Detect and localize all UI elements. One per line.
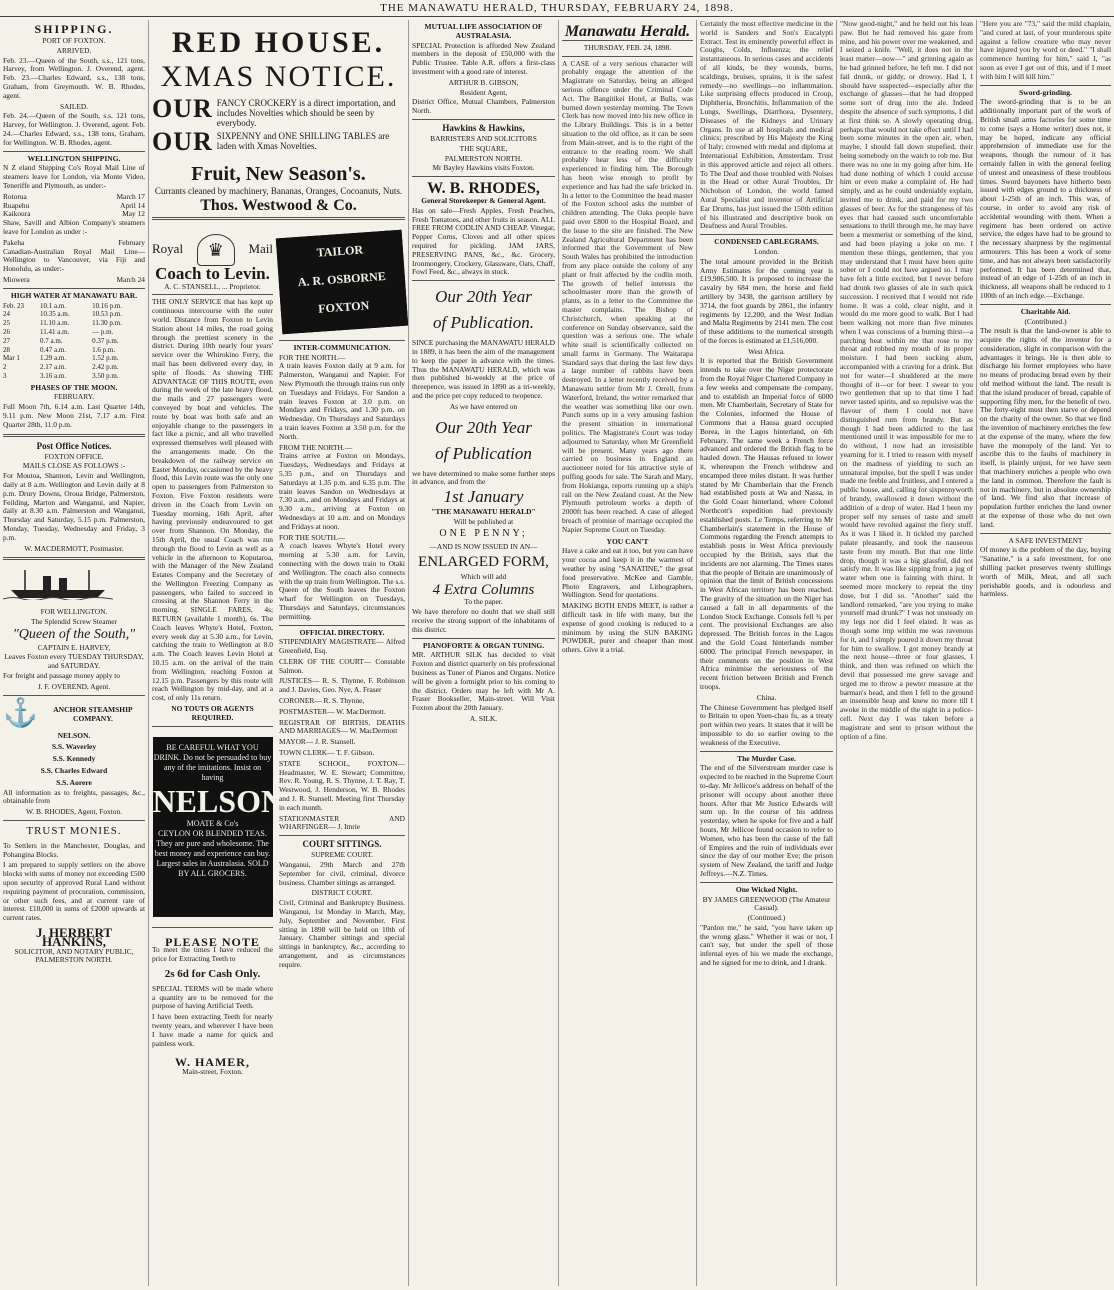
enlarged-form: ENLARGED FORM, (418, 554, 549, 571)
resident-agent: Resident Agent, (459, 87, 508, 97)
extracting-text: I have been extracting Teeth for nearly twenty years, and wherever I have been I have made a name for quick and painless work. (152, 1012, 273, 1048)
nelson-tea-ad: BE CAREFUL WHAT YOU DRINK. Do not be persuaded to buy any of the imitations. Insist on having NELSON MOATE & Co's CEYLON OR BLENDED TEAS. They are pure and wholesome. The best money and experience can buy. Largest sales in Australasia. SOLD BY ALL GROCERS. (153, 737, 273, 917)
hamer-address: Main-street, Foxton. (182, 1067, 243, 1077)
column-2 (148, 20, 408, 1286)
agent-rhodes: W. B. RHODES, Agent, Foxton. (25, 807, 123, 817)
postmaster: W. MACDERMOTT, Postmaster. (24, 543, 124, 553)
west-africa-heading: West Africa. (748, 346, 785, 356)
westwood-name: Thos. Westwood & Co. (200, 197, 357, 214)
to-paper: To the paper. (464, 597, 503, 607)
directory-entry: TOWN CLERK— T. F. Gibson. (279, 748, 375, 758)
london-heading: London. (754, 246, 779, 256)
no-touts: NO TOUTS OR AGENTS REQUIRED. (171, 704, 254, 722)
trust-monies-title: TRUST MONIES. (26, 824, 122, 837)
hankins-name: J. HERBERT HANKINS, (35, 924, 113, 949)
mutual-text: SPECIAL Protection is afforded New Zealand members in the deposit of £50,000 with the Public Trustee. Table A.R. offers a first-class investment with a good rate of interest. (412, 40, 555, 76)
silk-text: MR. ARTHUR SILK has decided to visit Foxton and district quarterly on his professional business as Tuner of Pianos and Organs. Notice will be given a fortnight prior to his coming to the district. Orders may be left with Mr A. Fraser Bookseller, Main-street. Will Visit Foxton about the 20th January. (412, 650, 555, 713)
moon-phases: Full Moon 7th, 6.14 a.m. Last Quarter 14th, 9.11 p.m. New Moon 21st, 7.17 a.m. First Quarter 28th, 11.0 p.m. (3, 402, 145, 429)
shaw-text: Shaw, Savill and Albion Company's steamers leave for London as under :- (3, 218, 145, 236)
issue-date: THURSDAY, FEB. 24, 1898. (583, 42, 672, 52)
hawkins-name: Hawkins & Hawkins, (442, 122, 525, 133)
cablegrams-title: CONDENSED CABLEGRAMS. (714, 237, 819, 247)
20th-year-heading: Our 20th Year (435, 287, 532, 307)
supreme-court: SUPREME COURT. (311, 850, 373, 860)
royal-crest-icon: ♛ (197, 234, 235, 266)
shipping-title: SHIPPING. (34, 22, 114, 36)
sailed-text: Feb. 24.—Queen of the South, s.s. 121 tons, Harvey, for Wellington. J. Overend, agent. Feb. 24.—Charles Edward, s.s., 138 tons, Graham, for Wellington. W. B. Rhodes, agent. (3, 111, 145, 147)
anchor-icon: ⚓ (3, 697, 38, 729)
herald-will: "THE MANAWATU HERALD" (431, 506, 536, 516)
coach-heading: Coach to Levin. (155, 263, 270, 283)
tailor-logo: TAILOR A. R. OSBORNE FOXTON (276, 230, 408, 335)
directory-entry: CLERK OF THE COURT— Constable Salmon. (279, 656, 405, 675)
storekeeper: General Storekeeper & General Agent. (421, 195, 546, 205)
west-africa-text: It is reported that the British Government intends to take over the Niger protectorate from the Royal Niger Chartered Company in a few weeks and compensate the company, and to establish an Imperial force of 6000 men. Mr Chamberlain, Secretary of State for the Colonies, informed the House of Commons that a Hausa guard occupied Borea, in the Lagos hinterland, on 6th February. The same week a French force advanced and ordered the British flag to be hauled down. The Hausas refused to lower it, whereupon the French withdrew and encamped three miles distant. It was further stated by Mr Chamberlain that the French had established posts at Wa and Nassa, in the Gold Coast hinterland, where Colonel Northcott's expedition had previously established posts. Le Temps, referring to Mr Chamberlain's statement in the House of Commons regarding the French attempts to establish posts in West Africa previously occupied by the British, says that the incidents are not alarming. The Times states that the people of Britain are unanimously of opinion that the limit of British concessions in West African territory has been reached. The gravity of the situation on the Niger has caused a fall in all departments of the London Stock Exchange. Consols fell ¾ per cent. The provisional Exchanges are also depressed. The British forces in the Lagos and the Gold Coast hinterlands number 6000. The principal French newspaper, in their comments on the position in West Africa minimise the seriousness of the recent friction between British and French troops. (700, 356, 833, 691)
north-text: A train leaves Foxton daily at 9 a.m. for Palmerston, Wanganui and Napier. For New Plymouth the through trains run only on Tuesdays and Fridays. For Sandon a train leaves Foxton at 3.0 p.m. on Mondays and Fridays, and 1.30 p.m. on Wednesday. On Thursdays and Saturdays a train leaves Foxton at 3.50 p.m. for the North. (279, 361, 405, 441)
sword-grinding-heading: Sword-grinding. (1019, 87, 1072, 97)
wellington-text: N Z eland Shipping Co's Royal Mail Line of steamers leave for London, via Monte Video, Teneriffe and Plymouth, as under:- (3, 163, 145, 190)
silk-signature: A. SILK. (469, 714, 498, 724)
for-south-label: FOR THE SOUTH.— (279, 532, 346, 542)
1st-january: 1st January (443, 487, 524, 507)
supreme-text: Wanganui, 29th March and 27th September for civil, criminal, divorce business. Chamber sittings as arranged. (279, 860, 405, 887)
column-3 (408, 20, 558, 1286)
ship-row: Rotorua March 17 (3, 191, 145, 201)
murder-text: The end of the Silverstream murder case is expected to be reached in the Supreme Court to-day. Mr Jellicoe's address on behalf of the prisoner will occupy about another three hours. After that Mr Justice Edwards will sum up. In the course of his address yesterday, when he spoke for five and a half hours, Mr Jellicoe found occasion to refer to Women, who has been the cause of the fall of Empires and the ruin of individuals ever since the day of our mother Eve; the prison system of New Zealand, the tariff and Judge Jeffreys.—N.Z. Times. (700, 763, 833, 878)
entered-text: As we have entered on (449, 401, 518, 411)
ship-row: Pakeha February (3, 237, 145, 247)
arrived-label: ARRIVED. (56, 45, 92, 55)
fruit-heading: Fruit, New Season's. (191, 163, 366, 185)
canadian-text: Canadian-Australian Royal Mail Line—Wellington to Vancouver, via Fiji and Honolulu, as under:- (3, 246, 145, 274)
of-publication-heading-2: of Publication (435, 443, 532, 463)
wicked-night-heading: One Wicked Night. (735, 884, 798, 894)
district-text: Civil, Criminal and Bankruptcy Business. Wanganui, 1st Monday in March, May, July, September and November. First sitting in 1898 will be held on 10th of January. Chamber sittings and special sittings in bankruptcy, &c., according to arrangement, and as circumstances require. (279, 898, 405, 969)
london-text: The total amount provided in the British Army Estimates for the coming year is £19,986,500. It is proposed to increase the cavalry by 684 men, the horse and field artillery by 3438, the garrison artillery by 3714, the foot guards by 2861, the infantry regiments by 12,200, and the West Indian and Malta Regiments by 2141 men. The cost of these additions to the numerical strength of the forces is estimated at £1,516,000. (700, 256, 833, 345)
column-1 (0, 20, 148, 1286)
you-cant-title: YOU CAN'T (606, 536, 649, 546)
china-heading: China. (756, 692, 777, 702)
proprietor: A. C. STANSELL, ... Proprietor. (164, 281, 261, 291)
for-wellington: FOR WELLINGTON. (40, 607, 108, 617)
our-tables-ad: OUR SIXPENNY and ONE SHILLING TABLES are laden with Xmas Novelties. (152, 127, 390, 156)
hamer-name: W. HAMER, (175, 1055, 250, 1070)
medicine-body: Certainly the most effective medicine in the world is Sanders and Son's Eucalypti Extract. Test its eminently powerful effect in Coughs, Colds, Influenza; the relief instantaneous. In serious cases and accidents of all kinds, be they wounds, burns, scaldings, bruises, sprains, it is the safest remedy—no swellings—no inflammation. Like surprising effects produced in Croup, Diphtheria, Bronchitis, Inflammation of the Lungs, Swellings, Diarrhoea, Dysentery, Diseases of the Kidneys and Urinary Organs. In use at all hospitals and medical clinics; prescribed by His Majesty the King of Italy; crowned with medal and diploma at International Exhibition, Amsterdam. Trust in this approved article and reject all others. To The Deaf and those troubled with Noises in the Head or other Aural Troubles, Dr Nicholson of London, the world famed Aural Specialist and inventor of Artificial Ear Drums, has just issued the 150th edition of his illustrated and descriptive book on Deafness and Aural Troubles. (700, 20, 833, 231)
hankins-sub: SOLICITOR, AND NOTARY PUBLIC, PALMERSTON NORTH. (14, 946, 134, 965)
issued-text: —AND IS NOW ISSUED IN AN— (429, 542, 538, 552)
splendid-steamer: The Splendid Screw Steamer (31, 617, 117, 627)
freight-text: For freight and passage money apply to (3, 671, 120, 681)
palmerston-north: PALMERSTON NORTH. (444, 153, 523, 163)
rhodes-text: Has on sale—Fresh Apples, Fresh Peaches, Fresh Tomatoes, and other fruits in season. ALL FREE FROM CODLIN AND CHEAP. Vinegar, Pepper Corns, Cloves and all other spices required for pickling. JAM JARS, PRESERVING PANS, &c., &c. Grocery, Ironmongery, Crockery, Glassware, Oats, Chaff, Fowl Feed, &c., always in stock. (412, 205, 555, 277)
from-north-text: Trains arrive at Foxton on Mondays, Tuesdays, Wednesdays and Fridays at 5.35 p.m., and on Thursdays and Saturdays at 1.35 p.m. and 6.35 p.m. The train leaves Sandon on Wednesdays at 7.30 a.m., and on Mondays and Fridays at 9.30 a.m., arriving at Foxton on Wednesdays at 10 a.m. and on Mondays and Fridays at noon. (279, 451, 405, 531)
captain: CAPTAIN E. HARVEY, (37, 642, 111, 652)
story-conclusion: "Here you are "73," said the mild chaplain, "and cured at last, of your murderous spite against a fellow creature who may never have injured you by word or deed." "I shall commence hunting for him," said I, "as soon as ever I get out of this, and if I meet with him I will kill him." (980, 20, 1111, 81)
table-row: 25 11.10 a.m. 11.30 p.m. (3, 319, 122, 328)
court-sittings-title: COURT SITTINGS. (302, 839, 382, 850)
xmas-notice-heading: XMAS NOTICE. (160, 60, 397, 93)
directory-entry: REGISTRAR OF BIRTHS, DEATHS AND MARRIAGES— W. MacDermott (279, 717, 405, 736)
mails-title: MAILS CLOSE AS FOLLOWS :- (22, 461, 126, 471)
for-north-label: FOR THE NORTH.— (279, 352, 346, 362)
wicked-text: "Pardon me," he said, "you have taken up the wrong glass." Whether it was or not, I can't say, but under the spell of those infernal eyes of his we made the exchange, and he signed for me to drink, and I drank. (700, 922, 833, 968)
please-note: PLEASE NOTE (165, 934, 260, 949)
directory-column (279, 224, 405, 1078)
anchor-company: ANCHOR STEAMSHIP COMPANY. (53, 704, 133, 723)
moon-month: FEBRUARY. (54, 392, 94, 402)
rhodes-name: W. B. RHODES, (427, 180, 540, 198)
agent-overend: J. F. OVEREND, Agent. (37, 681, 111, 691)
our-crockery-ad: OUR FANCY CROCKERY is a direct importation, and includes Novelties which should be seen by everybody. (152, 94, 396, 128)
contributed: (Contributed.) (1024, 316, 1067, 326)
murder-case-heading: The Murder Case. (737, 753, 796, 763)
tide-table (3, 302, 145, 381)
directory-entry: MAYOR— J. R. Stansell. (279, 737, 356, 747)
arrived-text: Feb. 23.—Queen of the South, s.s., 121 tons, Harvey, from Wellington. J. Overend, agent. Feb. 23.—Charles Edward, s.s., 138 tons, Graham, from Greymouth. W. B. Rhodes, agent. (3, 55, 145, 100)
ship-row: Ruapehu April 14 (3, 200, 145, 210)
gibson-name: ARTHUR B. GIBSON, (448, 77, 519, 87)
herald-nameplate: Manawatu Herald. (564, 23, 691, 40)
one-penny: ONE PENNY; (439, 528, 528, 540)
table-row: 27 0.7 a.m. 0.37 p.m. (3, 336, 119, 345)
you-cant-text: Have a cake and eat it too, but you can have your cocoa and keep it in the warmest of weather by using "SANATINE," the great food preservative. McKee and Gamble, Photo Engravers, and Lithographers, Wellington. Send for quotations. (562, 546, 693, 600)
table-row: 26 11.41 a.m. — p.m. (3, 327, 114, 336)
steamer-icon (3, 568, 113, 600)
ship-aorere: S.S. Aorere (56, 777, 92, 787)
mails-text: For Moutoa, Shannon, Levin and Wellington, daily at 8 a.m. Wellington and Levin daily at 8 p.m. Drury Downs, Oroua Bridge, Palmerston, Feilding, Marton and Wanganui, and Napier, daily at 8.30 a.m. Palmerston and Wanganui, Thursday and Saturday, 5.15 p.m. Palmerston, Monday, Tuesday, Wednesday and Friday, 3 p.m. (3, 471, 145, 542)
sailed-label: SAILED. (59, 101, 89, 111)
directory-entry: STIPENDIARY MAGISTRATE— Alfred Greenfield, Esq. (279, 637, 405, 656)
author: BY JAMES GREENWOOD (The Amateur Casual). (702, 894, 831, 913)
coach-text: THE ONLY SERVICE that has kept up continuous intercourse with the outer world. Distance from Foxton to Levin Station about 14 miles, the road going through the prettiest scenery in the district. During 10th nearly four years' service over the Whirokino Ferry, the mail has been delivered every day, in spite of floods. As showing THE ADVANTAGE OF THIS ROUTE, even during the week of the late heavy flood, the mails and 27 passengers were conveyed by boat and vehicles. The route by boat was both safe and an enjoyable change to the passengers in fact like a picnic, and all who travelled expressed themselves well pleased with the arrangements made. On the breakdown of the railway service on Easter Monday, occasioned by the heavy flood, this Levin route was the only one open to passengers from Palmerston to Foxton. Five Foxton residents were driven in the Coach from Levin on Tuesday morning, 16th April, after having previously endeavoured to get over from Shannon. On Monday, the 15th April, the usual Coach was run through the flood to Levin as well as a vehicle in the afternoon to Koputaroa, with the Manager of the New Zealand Estates Company and the Secretary of the Wellington Freezing Company as passengers, who failed to succeed in crossing at the Shannon Ferry in the morning. SINGLE FARES, 4s; RETURN (available 1 month), 6s. The Coach leaves Whyte's Hotel, Foxton, every week day at 5.30 a.m., for Levin, catching the train to Wellington at 8.0 a.m. The Coach leaves Levin Hotel at 10.15 a.m. on the arrival of the train from Wellington, reaching Foxton at 12.15 p.m. Passengers by this route will reach Wellington by mid-day, and at a cost, of only 11s return. (152, 297, 273, 703)
port-heading: PORT OF FOXTON. (42, 36, 106, 45)
table-row: 24 10.35 a.m. 10.53 p.m. (3, 310, 123, 319)
since-text: SINCE purchasing the MANAWATU HERALD in 1889, it has been the aim of the management to keep the paper in advance with the times. Thus the MANAWATU HERALD, which was then published bi-weekly at the price of threepence, was issued in 1890 as a tri-weekly, and the price per copy reduced to twopence. (412, 338, 555, 400)
red-house-heading: RED HOUSE. (171, 26, 386, 59)
cash-price: 2s 6d for Cash Only. (164, 968, 261, 981)
wellington-shipping-title: WELLINGTON SHIPPING. (27, 153, 121, 163)
charitable-aid-heading: Charitable Aid. (1020, 306, 1071, 316)
column-6 (836, 20, 976, 1286)
of-publication-heading: of Publication. (432, 313, 535, 333)
nelson-label: NELSON. (57, 730, 91, 740)
the-square: THE SQUARE, (459, 143, 508, 153)
post-office-sub: FOXTON OFFICE. (44, 451, 104, 461)
south-text: A coach leaves Whyte's Hotel every morning at 5.30 a.m. for Levin, connecting with the down train to Otaki and Wellington. The coach also connects with the up train from Wellington. The s.s. Queen of the South leaves the Foxton wharf for Wellington on Tuesdays, Thursdays and Saturdays, circumstances permitting. (279, 541, 405, 621)
story-body: "Now good-night," and he held out his lean paw. But he had removed his gaze from mine, and his power over me weakened, and I seized a knife. "Well, it does not in the least matter—now—" and grinning again as he had grinned before, he left me. I did not fail drunk, or giddy, or drowsy. Had I, I should have suspected—especially after the exchange of glasses—that he had dropped some sort of drug into the ale. Indeed despite the absence of such symptoms, I did at first think so. A slowly operating drug, perhaps that would not take effect until I had been some minutes in the open air, when, maybe, I should fall down stupefied, their being somebody on the watch to rob me. But there was no one in my going after him. He had done nothing of which I could accuse him or even make a complaint of. He had simply, and as he could undeniably explain, invited me to drink, and paid for my two glasses of beer. As for the strangeness of his eyes that had caused such uncomfortable sensations to thrill through me, he may have been a mesmerist or something of the kind, and had been playing a joke on me. I mention these things, gentlemen, that you may understand that I must have been quite sober or I could not have argued so. I may have felt a little excited, but I never before had drunk two glasses of ale in such quick succession. I received that I would not ride home. It was a cold, clear night, and it would do me more good to walk. But I had been walking not more than five minutes when I was conscious of a burning thirst—a parching heat within me that rose to my throat and robbed my mouth of its proper moisture. I had been sucking alum, accompanied with a craving for a drink. But not for water—I shuddered at the mere thought of it—or for beer. I swear to you two gentlemen that up to that time I had never tasted spirits, and so repulsive was the flavour of them I could not have distinguished rum from brandy. But as though I had been addicted to the last mentioned until it was impossible for me to do without, I now had an irresistible yearning for it. I tried to reason with myself on the madness of yielding to such an unnatural impulse, but the spell I was under made me feeble and fruitless, and I entered a public house, and, calling for sixpennyworth of brandy, swallowed it down without the addition of a drop of water. Had I been my proper self my senses of taste and smell would have revolted against the fiery stuff. As it was I liked it. It tickled my parched palate pleasantly, and took the nauseous taste from my mouth. But that one little drop, though it was a big glassful, did not satisfy me. It was like sipping from a jug of water when one is fainting with thirst. It seemed more mockery to repeat the tiny dose, but I did so. "Another" said the landlord remarked, "are you trying to make yourself mad drunk?" I was not unsteady on my legs nor did I feel elated. It was as though some imp within me was ravenous for it, and I simply poured it down my throat for him to swallow. I got money brandy at the next house—three or four glasses, I think, and then was refused on which the devil that possessed me grew savage and urged me to throw a pewter measure at the barman's head, and then I fell to the ground an insensible heap and knew no more till I awoke in the middle of the night in a police-cell. Next day I was taken before a magistrate and sent to prison without the option of a fine. (840, 20, 973, 741)
20th-year-heading-2: Our 20th Year (435, 417, 532, 437)
table-row: 2 2.17 a.m. 2.42 p.m. (3, 363, 119, 372)
inter-communication-title: INTER-COMMUNICATION. (293, 342, 391, 352)
district-office: District Office, Mutual Chambers, Palmerston North. (412, 97, 555, 116)
determined-text: we have determined to make some further steps in advance, and from the (412, 468, 555, 487)
extra-columns: 4 Extra Columns (432, 581, 535, 598)
continued: (Continued.) (747, 913, 786, 923)
published-at: Will be published at (453, 516, 514, 526)
ship-row: Miowera March 24 (3, 274, 145, 284)
news-body: A CASE of a very serious character will probably engage the attention of the Magistrate on Saturday, being an alleged serious offence under the Criminal Code Act. The Bangitikei Hotel, at Bulls, was burned down yesterday morning. The Town Clerk has now moved into his new office in the Library Buildings. This is in a better situation to the old office, as it can be seen from Main-street, and is to the right of the entrance to the reading room. We shall probably hear less of the difficulty experienced in finding him. The Borough has been wise enough to profit by experience and has had the safe bricked in. In a letter to the Committee the head master of the Foxton school asks the number of children attending. The Oaks people have paid over £800 to the Hospital Board, and the lease to the site are finished. The New Zealand Agricultural Department has been informed that the Government of New South Wales has prohibited the introduction from any place outside the colony of any plant or fruit affected by the codlin moth. The growth of belief interests the schoolmaster more than the growth of plants, as in a letter to the Committee the master complains. The Bishop of Christchurch, when speaking at the conference on Sunday observance, said the question was a serious one. The whale white snail is scientifically collected on small farms in Germany. The Waitarapa Standard says that during the last few days a large number of rabbits have been destroyed. In a letter recently received by a Manawatu settler from Mr J. Orrell, from Waterford, Ireland, the writer remarked that the weather was something like our own. Punch sums up in a very amusing fashion the present situation in international politics. The Magistrate's Court was today adjourned to Saturday, when Mr Greenfield will be present. Many years ago there carried on business in England an auctioneer noted for his attractive style of puffing goods for sale. The Sarah and Mary, from Hokianga, reports running up a ship's rail on the New Zealand coast. At the New Plymouth petroleum works a depth of 2000ft has been reached. A case of alleged breach of promise of marriage occupied the Napier Supreme Court on Tuesday. (562, 58, 693, 534)
hope-text: We have therefore no doubt that we shall still receive the strong support of the inhabitants of this district. (412, 607, 555, 634)
leaves-text: Leaves Foxton every TUESDAY THURSDAY, and SATURDAY. (4, 652, 144, 671)
ship-waverley: S.S. Waverley (51, 742, 97, 752)
safe-investment-heading: A SAFE INVESTMENT (1008, 535, 1083, 545)
trust-text: I am prepared to supply settlers on the above blocks with sums of money not exceeding £500 upon security of approved Rural Land without requiring payment of procuration, commission, or other such fees, and at current rate of interest. £10,000 in sums of £2000 upwards at current rates. (3, 860, 145, 923)
table-row: Mar 1 1.29 a.m. 1.52 p.m. (3, 354, 119, 363)
which-add: Which will add (460, 571, 507, 581)
piano-title: PIANOFORTE & ORGAN TUNING. (422, 640, 545, 650)
directory-entry: JUSTICES— R. S. Thynne, F. Robinson and J. Davies, Geo. Nye, A. Fraser (279, 676, 405, 695)
special-terms: SPECIAL TERMS will be made where a quantity are to be removed for the purpose of having Artificial Teeth. (152, 983, 273, 1011)
directory-entry: POSTMASTER— W. MacDermott. (279, 706, 386, 716)
table-row: Feb. 23 10.1 a.m. 10.16 p.m. (3, 301, 123, 310)
anchor-info: All information as to freights, passages, &c., obtainable from (3, 787, 145, 806)
fruit-sub: Currants cleaned by machinery, Bananas, Oranges, Cocoanuts, Nuts. (154, 186, 403, 196)
ends-meet-text: MAKING BOTH ENDS MEET, is rather a difficult task in life with many, but the expense of good cooking is reduced to a minimum by using the SUN BAKING POWDER, purer and cheaper than most others. Give it a trial. (562, 601, 693, 655)
charitable-text: The result is that the land-owner is able to acquire the rights of the inventor for a consideration, slight in comparison with the advantages it brings. He is then able to discharge his former employees who have no means of producing bread even by their old method without the land. The result is that the island producer of bread, capable of supporting fifty men, for the benefit of two. The forty-eight must then starve or depend on the charity of the owner. So that we find the invention of machinery enriches the few at the expense of the many, where the few have the monopoly of the land. Yet to ascribe this to the faults of machinery in itself, is plainly unjust, for we have seen that machinery enriches a people who own the land in common. Therefore the fault is not in machinery, but in absolute ownership of land. We find also that increase of population further enriches the land owner at the expense of those who do not own land. (980, 326, 1111, 529)
directory-entry: CORONER— R. S. Thynne, (279, 696, 365, 706)
china-text: The Chinese Government has pledged itself to Britain to open Yuen-chau fu, as a treaty port within two years. It states that it will be impossible to do so earlier owing to the weakness of the Executive. (700, 702, 833, 747)
column-5 (696, 20, 836, 1286)
investment-text: Of money is the problem of the day, buying "Sanatine," is a safe investment, for one shilling packet preserves twenty shillings worth of Milk, Meat, and all such perishable goods, and is odourless and harmless. (980, 545, 1111, 599)
column-7 (976, 20, 1114, 1286)
masthead: THE MANAWATU HERALD, THURSDAY, FEBRUARY 24, 1898. (0, 0, 1114, 17)
ship-row: Kaikoura May 12 (3, 209, 145, 219)
column-4 (558, 20, 696, 1286)
official-directory-title: OFFICIAL DIRECTORY. (299, 627, 385, 637)
trust-intro: To Settlers in the Manchester, Douglas, and Pohangina Blocks. (3, 840, 145, 859)
coach-ad: Royal ♛ Mail Coach to Levin. A. C. STANSELL, ... Proprietor. THE ONLY SERVICE that has kept up continuous intercourse with the outer world. Distance from Foxton to Levin Station about 14 miles, the road going through the prettiest scenery in the district. During 10th nearly four years' service over the Whirokino Ferry, the mail has been delivered every day, in spite of floods. As showing THE ADVANTAGE OF THIS ROUTE, even during the week of the late heavy flood, the mails and 27 passengers were conveyed by boat and vehicles. The route by boat was both safe and an enjoyable change to the passengers in fact like a picnic, and all who travelled expressed themselves well pleased with the arrangements made. On the breakdown of the railway service on Easter Monday, occasioned by the heavy flood, this Levin route was the only one open to passengers from Palmerston to Foxton. Five Foxton residents were driven in the Coach from Levin on Tuesday morning, 16th April, after having previously endeavoured to get over from Shannon. On Monday, the 15th April, the usual Coach was run through the flood to Levin as well as a vehicle in the afternoon to Koputaroa, with the Manager of the New Zealand Estates Company and the Secretary of the Wellington Freezing Company as passengers, who failed to succeed in crossing at the Shannon Ferry in the morning. SINGLE FARES, 4s; RETURN (available 1 month), 6s. The Coach leaves Whyte's Hotel, Foxton, every week day at 5.30 a.m., for Levin, catching the train to Wellington at 8.0 a.m. The Coach leaves Levin Hotel at 10.15 a.m. on the arrival of the train from Wellington, reaching Foxton at 12.15 p.m. Passengers by this route will reach Wellington by mid-day, and at a cost, of only 11s return. NO TOUTS OR AGENTS REQUIRED. BE CAREFUL WHAT YOU DRINK. Do not be persuaded to buy any of the imitations. Insist on having NELSON MOATE & Co's CEYLON OR BLENDED TEAS. They are pure and wholesome. The best money and experience can buy. Largest sales in Australasia. SOLD BY ALL GROCERS. PLEASE NOTE To meet the times I have reduced the price for Extracting Teeth to 2s 6d for Cash Only. SPECIAL TERMS will be made where a quantity are to be removed for the purpose of having Artificial Teeth. I have been extracting Teeth for nearly twenty years, and wherever I have been I have made a name for quick and painless work. W. HAMER, Main-street, Foxton. (152, 224, 273, 1078)
from-north-label: FROM THE NORTH.— (279, 442, 353, 452)
sword-text: The sword-grinding that is to be an additionally important part of the work of British small arms factories for some time to come (says a Home writer) does not, it may be hoped, indicate any official apprehension of immediate use for the weapons, though the rumour of it has certainly fallen in with the general feeling of unrest and uneasiness of these troublous times. Sword bayonets have hitherto been issued with edges ground to a thickness of about 1-25th of an inch. This was, of course, in order to avoid any risk of accidental wounding with them. When a regiment has been ordered on active service, the edges have had to be ground to the necessary sharpness by the regimental armourers. This has been a work of some time, and has not always been satisfactorily performed. It has been determined that, instead of an edge of 1-25th of an inch in thickness, all weapons shall be reduced to 1 100th of an inch edge.—Exchange. (980, 97, 1111, 300)
ship-kennedy: S.S. Kennedy (52, 754, 96, 764)
barristers: BARRISTERS AND SOLICITORS (430, 133, 537, 143)
moon-title: PHASES OF THE MOON. (30, 382, 118, 392)
ship-charles-edward: S.S. Charles Edward (40, 766, 108, 775)
mutual-life-title: MUTUAL LIFE ASSOCIATION OF AUSTRALASIA. (424, 22, 543, 40)
please-text: To meet the times I have reduced the price for Extracting Teeth to (152, 945, 273, 964)
directory-entry: STATE SCHOOL, FOXTON— Headmaster, W. E. Stewart; Committee, Rev. R. Young, R. S. Thynne, J. T. Ray, T. Westwood, J. Henderson, W. B. Rhodes and J. R. Stansell. Meeting first Thursday in each month. (279, 758, 405, 812)
post-office-title: Post Office Notices. (36, 440, 112, 451)
district-court: DISTRICT COURT. (311, 888, 373, 898)
directory-entry: STATIONMASTER AND WHARFINGER— J. Imrie (279, 813, 405, 832)
high-water-title: HIGH WATER AT MANAWATU BAR. (10, 290, 138, 300)
table-row: 28 0.47 a.m. 1.6 p.m. (3, 345, 116, 354)
table-row: 3 3.16 a.m. 3.50 p.m. (3, 371, 119, 380)
queen-of-the-south: "Queen of the South," (12, 626, 136, 642)
bayley-visits: Mr Bayley Hawkins visits Foxton. (432, 163, 535, 173)
